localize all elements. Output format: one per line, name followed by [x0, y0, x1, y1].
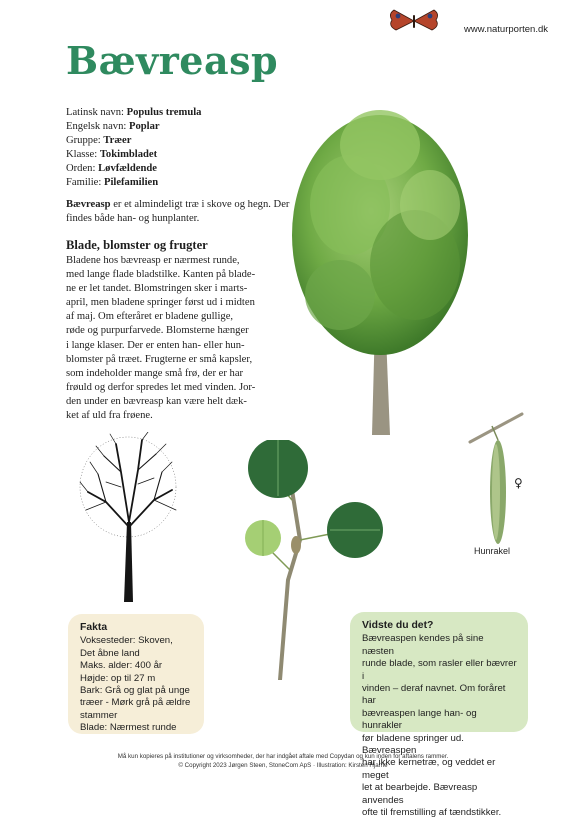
facts-title: Fakta	[80, 622, 108, 633]
page-title: Bævreasp	[66, 38, 279, 83]
facts-line: Bark: Grå og glat på unge	[80, 685, 190, 697]
facts-box	[68, 614, 204, 734]
facts-line: Højde: op til 27 m	[80, 672, 156, 684]
aspen-tree-illustration	[280, 95, 480, 435]
facts-line: Blade: Nærmest runde	[80, 722, 177, 734]
facts-line: træer - Mørk grå på ældre	[80, 697, 191, 709]
did-you-know-box	[350, 612, 528, 819]
facts-line: Det åbne land	[80, 647, 140, 659]
catkin-label: Hunrakel	[474, 546, 511, 556]
body-line: ket af uld fra frøene.	[66, 410, 153, 422]
meta-family: Familie: Pilefamilien	[66, 177, 159, 189]
body-line: ne er let tandet. Blomstringen sker i marts-	[66, 283, 248, 295]
body-line: blomster på træet. Frugterne er små kapsler,	[66, 353, 253, 365]
meta-latin: Latinsk navn: Populus tremula	[66, 107, 202, 118]
body-line: frøuld og derfor spredes let med vinden. Jor-	[66, 381, 256, 393]
meta-english: Engelsk navn: Poplar	[66, 121, 160, 133]
did-you-know-line: ofte til fremstilling af tændstikker.	[362, 807, 502, 819]
did-you-know-line: let at bearbejde. Bævreasp anvendes	[362, 782, 478, 806]
footer-copyright: © Copyright 2023 Jørgen Steen, StoneCom ApS · Illustration: Kirsten Hjarne	[178, 762, 388, 769]
body-line: som indeholder mange små frø, der er har	[66, 367, 244, 379]
body-line: den under en bævreasp kan være helt dæk-	[66, 395, 247, 407]
meta-group: Gruppe: Træer	[66, 135, 132, 147]
did-you-know-line: Bævreaspen kendes på sine næsten	[362, 633, 484, 657]
female-symbol: ♀	[514, 476, 523, 490]
facts-line: Voksesteder: Skoven,	[80, 635, 173, 647]
did-you-know-line: bævreaspen lange han- og hunrakler	[362, 707, 477, 732]
meta-order: Orden: Løvfældende	[66, 163, 157, 175]
did-you-know-line: har ikke kernetræ, og veddet er meget	[362, 757, 496, 781]
section-body	[66, 254, 278, 423]
body-line: Bladene hos bævreasp er nærmest runde,	[66, 255, 240, 266]
did-you-know-line: runde blade, som rasler eller bævrer i	[362, 658, 517, 682]
footer-license: Må kun kopieres på institutioner og virksomheder, der har indgået aftale med Copydan og kun inden for aftalens rammer.	[117, 753, 449, 760]
site-url: www.naturporten.dk	[464, 24, 548, 35]
facts-line: stammer	[80, 709, 118, 721]
body-line: af maj. Om efteråret er bladene gullige,	[66, 311, 234, 323]
did-you-know-title: Vidste du det?	[362, 620, 434, 631]
body-line: i lange klaser. Der er enten han- eller hun-	[66, 339, 245, 351]
facts-line: Maks. alder: 400 år	[80, 660, 163, 672]
bare-tree-silhouette	[76, 432, 180, 602]
body-line: april, men bladene springer først ud i midten	[66, 297, 255, 309]
section-heading: Blade, blomster og frugter	[66, 238, 208, 252]
species-meta	[66, 106, 201, 191]
meta-class: Klasse: Tokimbladet	[66, 149, 158, 161]
footer	[0, 752, 566, 770]
body-line: røde og purpurfarvede. Blomsterne hænger	[66, 325, 249, 337]
did-you-know-line: vinden – deraf navnet. Om foråret har	[362, 683, 506, 707]
did-you-know-line: før bladene springer ud. Bævreaspen	[362, 732, 464, 757]
intro-paragraph: Bævreasp er et almindeligt træ i skove og hegn. Der findes både han- og hunplanter.	[66, 199, 290, 225]
butterfly-icon	[386, 8, 442, 34]
body-line: med lange flade bladstilke. Kanten på blade-	[66, 269, 256, 281]
